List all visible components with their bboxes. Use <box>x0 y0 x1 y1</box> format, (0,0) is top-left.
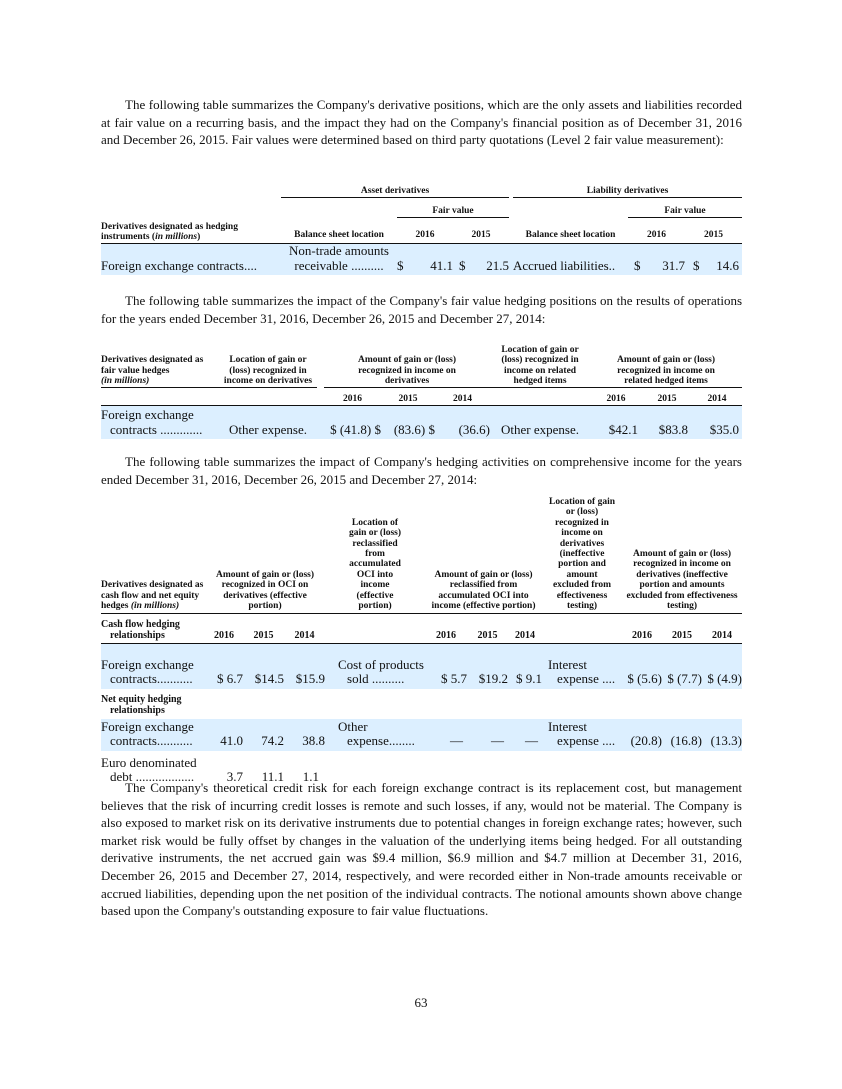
table-row <box>101 405 742 439</box>
value-cell: $83.8 <box>642 405 692 439</box>
asset-location-cell: Non-trade amounts receivable .......... <box>281 243 397 275</box>
value-cell: 1.1 <box>302 769 320 785</box>
fair-value-hedges-table <box>101 345 742 439</box>
amount-reclassified-header: Amount of gain or (loss) reclassified from accumulated OCI into income (effective portion) <box>425 497 542 614</box>
location-cell: Other expense........ <box>325 719 425 751</box>
year-2016-header: 2016 <box>622 614 662 644</box>
page-number: 63 <box>414 995 428 1010</box>
value-cell: — <box>425 719 467 751</box>
value-cell: (20.8) <box>622 719 662 751</box>
amount-gain-loss-derivatives-header: Amount of gain or (loss) recognized in income on derivatives <box>324 345 490 387</box>
value-cell: 14.6 <box>716 257 740 273</box>
asset-2016-header: 2016 <box>397 217 453 243</box>
row-label: Foreign exchange contracts........... <box>101 644 205 689</box>
location-gain-loss-derivatives-header: Location of gain or (loss) recognized in income on derivatives <box>219 345 317 387</box>
value-cell: 38.8 <box>284 719 325 751</box>
year-2015-header: 2015 <box>381 387 435 405</box>
net-equity-section-label: Net equity hedging relationships <box>101 693 182 716</box>
table-row <box>101 644 742 689</box>
value-cell: $ (41.8) $ <box>324 405 381 439</box>
intro-paragraph: The following table summarizes the Company's derivative positions, which are the only assets and liabilities recorded at fair value on a recurring basis, and the impact they had on the Company's financial position as of December 31, 2016 and December 26, 2015. Fair values were determined based on third party quotations (Level 2 fair value measurement): <box>101 97 742 148</box>
value-cell: — <box>467 719 508 751</box>
cash-flow-section-label: Cash flow hedging relationships <box>101 614 205 644</box>
value-cell: 21.5 <box>486 257 509 273</box>
location-cell: Other expense. <box>219 405 317 439</box>
location-cell: Interest expense .... <box>542 644 622 689</box>
hedging-comprehensive-income-table <box>101 497 742 787</box>
year-2015-header: 2015 <box>467 614 508 644</box>
value-cell: 74.2 <box>243 719 284 751</box>
year-2015-header: 2015 <box>642 387 692 405</box>
row-label: Foreign exchange contracts ............. <box>101 405 219 439</box>
year-2014-header: 2014 <box>692 387 742 405</box>
value-cell: $35.0 <box>692 405 742 439</box>
asset-derivatives-header: Asset derivatives <box>281 181 509 197</box>
value-cell: $ 9.1 <box>508 644 542 689</box>
year-2015-header: 2015 <box>243 614 284 644</box>
value-cell: — <box>508 719 542 751</box>
value-cell: 3.7 <box>226 769 243 785</box>
amount-ineffective-header: Amount of gain or (loss) recognized in income on derivatives (ineffective portion and amounts excluded from effectiveness testing) <box>622 497 742 614</box>
derivative-positions-table <box>101 181 742 275</box>
row-header-fair-value-hedges: Derivatives designated as fair value hedges (in millions) <box>101 345 219 387</box>
liability-location-header: Balance sheet location <box>513 217 628 243</box>
year-2016-header: 2016 <box>590 387 642 405</box>
value-cell: $ (4.9) <box>702 644 742 689</box>
location-reclassified-header: Location of gain or (loss) reclassified from accumulated OCI into income (effective portion) <box>325 497 425 614</box>
liability-location-cell: Accrued liabilities.. <box>513 243 628 275</box>
year-2015-header: 2015 <box>662 614 702 644</box>
value-cell: 41.0 <box>205 719 243 751</box>
liability-2016-header: 2016 <box>628 217 685 243</box>
row-header-cash-flow-hedges: Derivatives designated as cash flow and net equity hedges (in millions) <box>101 497 205 614</box>
year-2016-header: 2016 <box>425 614 467 644</box>
value-cell: $ 6.7 <box>205 644 243 689</box>
year-2014-header: 2014 <box>435 387 490 405</box>
year-2014-header: 2014 <box>702 614 742 644</box>
year-2016-header: 2016 <box>205 614 243 644</box>
value-cell: (16.8) <box>662 719 702 751</box>
liability-fair-value-header: Fair value <box>628 197 742 217</box>
value-cell: $14.5 <box>243 644 284 689</box>
value-cell: (36.6) <box>435 405 490 439</box>
amount-oci-header: Amount of gain or (loss) recognized in OCI on derivatives (effective portion) <box>205 497 325 614</box>
value-cell: (83.6) $ <box>381 405 435 439</box>
value-cell: $ (7.7) <box>662 644 702 689</box>
year-2016-header: 2016 <box>324 387 381 405</box>
fair-value-hedge-paragraph: The following table summarizes the impact of the Company's fair value hedging positions on the results of operations for the years ended December 31, 2016, December 26, 2015 and December 27, 2014: <box>101 293 742 326</box>
year-2014-header: 2014 <box>284 614 325 644</box>
location-gain-loss-hedged-header: Location of gain or (loss) recognized in income on related hedged items <box>490 345 590 387</box>
amount-gain-loss-hedged-header: Amount of gain or (loss) recognized in income on related hedged items <box>590 345 742 387</box>
value-cell: $ (5.6) <box>622 644 662 689</box>
row-label: Foreign exchange contracts.... <box>101 243 281 275</box>
location-ineffective-header: Location of gain or (loss) recognized in income on derivatives (ineffective portion and amount excluded from effectiveness testing) <box>542 497 622 614</box>
value-cell: $42.1 <box>590 405 642 439</box>
value-cell: 11.1 <box>261 769 284 785</box>
value-cell: $15.9 <box>284 644 325 689</box>
row-label: Foreign exchange contracts........... <box>101 719 205 751</box>
value-cell: (13.3) <box>702 719 742 751</box>
credit-risk-paragraph: The Company's theoretical credit risk for each foreign exchange contract is its replacement cost, but management believes that the risk of incurring credit losses is remote and such losses, if any, would not be material. The Company is also exposed to market risk on its derivative instruments due to potential changes in foreign exchange rates; however, such market risk would be fully offset by changes in the valuation of the underlying items being hedged. For all outstanding derivative instruments, the net accrued gain was $9.4 million, $6.9 million and $4.7 million at December 31, 2016, December 26, 2015 and December 27, 2014, respectively, and were recorded either in Non-trade amounts receivable or accrued liabilities, depending upon the net position of the individual contracts. The notional amounts shown above change based upon the Company's outstanding exposure to fair value fluctuations. <box>101 780 742 919</box>
liability-2015-header: 2015 <box>685 217 742 243</box>
location-cell: Cost of products sold .......... <box>325 644 425 689</box>
liability-derivatives-header: Liability derivatives <box>513 181 742 197</box>
row-label: Euro denominated debt .................. <box>101 754 197 785</box>
comprehensive-income-paragraph: The following table summarizes the impact of Company's hedging activities on comprehensive income for the years ended December 31, 2016, December 26, 2015 and December 27, 2014: <box>101 454 742 487</box>
location-cell: Other expense. <box>490 405 590 439</box>
year-2014-header: 2014 <box>508 614 542 644</box>
table-row: Foreign exchange contracts.... Non-trade amounts receivable .......... $ 41.1 $ 21.5 Accrued liabilities.. $ 31.7 $ 14.6 <box>101 243 742 275</box>
value-cell: 31.7 <box>662 257 685 273</box>
value-cell: $ 5.7 <box>425 644 467 689</box>
location-cell: Interest expense .... <box>542 719 622 751</box>
asset-2015-header: 2015 <box>453 217 509 243</box>
value-cell: 41.1 <box>430 257 453 273</box>
row-header-instruments: Derivatives designated as hedging instruments (in millions) <box>101 217 281 243</box>
asset-fair-value-header: Fair value <box>397 197 509 217</box>
table-row <box>101 719 742 751</box>
asset-location-header: Balance sheet location <box>281 217 397 243</box>
value-cell: $19.2 <box>467 644 508 689</box>
